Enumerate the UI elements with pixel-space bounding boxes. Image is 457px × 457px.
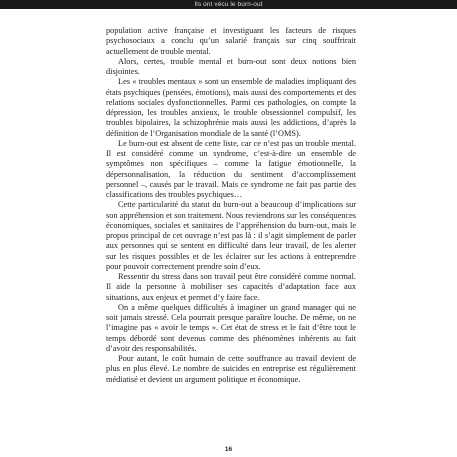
paragraph: Cette particularité du statut du burn-out a beaucoup d’implications sur son appréhension et son traitement. Nous reviendrons sur les conséquences économiques, sociales et sanitaires de l’appréhension du burn-out, mais le propos principal de cet ouvrage n’est pas là : il s’agit simplement de parler aux personnes qui se sentent en difficulté dans leur travail, de les alerter sur les risques possibles et de les éclairer sur les actions à entreprendre pour pouvoir correctement prendre soin d’eux. [106, 200, 356, 271]
paragraph: Ressentir du stress dans son travail peut être considéré comme normal. Il aide la personne à mobiliser ses capacités d’adaptation face aux situations, aux enjeux et permet d’y faire face. [106, 272, 356, 302]
paragraph: Le burn-out est absent de cette liste, car ce n’est pas un trouble mental. Il est considéré comme un syndrome, c’est-à-dire un ensemble de symptômes non spécifiques – comme la fatigue émotionnelle, la dépersonnalisation, la réduction du sentiment d’accomplissement personnel –, causés par le travail. Mais ce syndrome ne fait pas partie des classifications des troubles psychiques… [106, 138, 356, 199]
body-text [106, 26, 356, 385]
paragraph: population active française et investiguant les facteurs de risques psychosociaux a conclu qu’un salarié français sur cinq souffrirait actuellement de trouble mental. [106, 26, 356, 56]
page-number: 16 [224, 446, 233, 453]
paragraph: On a même quelques difficultés à imaginer un grand manager qui ne soit jamais stressé. Cela pourrait presque paraître louche. De même, on ne l’imagine pas « avoir le temps ». Cet état de stress et le fait d’être tout le temps débordé sont devenus comme des phénomènes inhérents au fait d’avoir des responsabilités. [106, 302, 356, 353]
running-head: Ils ont vécu le burn-out [194, 1, 263, 8]
paragraph: Alors, certes, trouble mental et burn-out sont deux notions bien disjointes. [106, 56, 356, 76]
paragraph: Pour autant, le coût humain de cette souffrance au travail devient de plus en plus élevé. Le nombre de suicides en entreprise est régulièrement médiatisé et devient un argument politique et économique. [106, 354, 356, 384]
paragraph: Les « troubles mentaux » sont un ensemble de maladies impliquant des états psychiques (pensées, émotions), mais aussi des comportements et des relations sociales dysfonctionnelles. Parmi ces pathologies, on compte la dépression, les troubles anxieux, le trouble obsessionnel compulsif, les troubles bipolaires, la schizophrénie mais aussi les addictions, d’après la définition de l’Organisation mondiale de la santé (l’OMS). [106, 77, 356, 138]
